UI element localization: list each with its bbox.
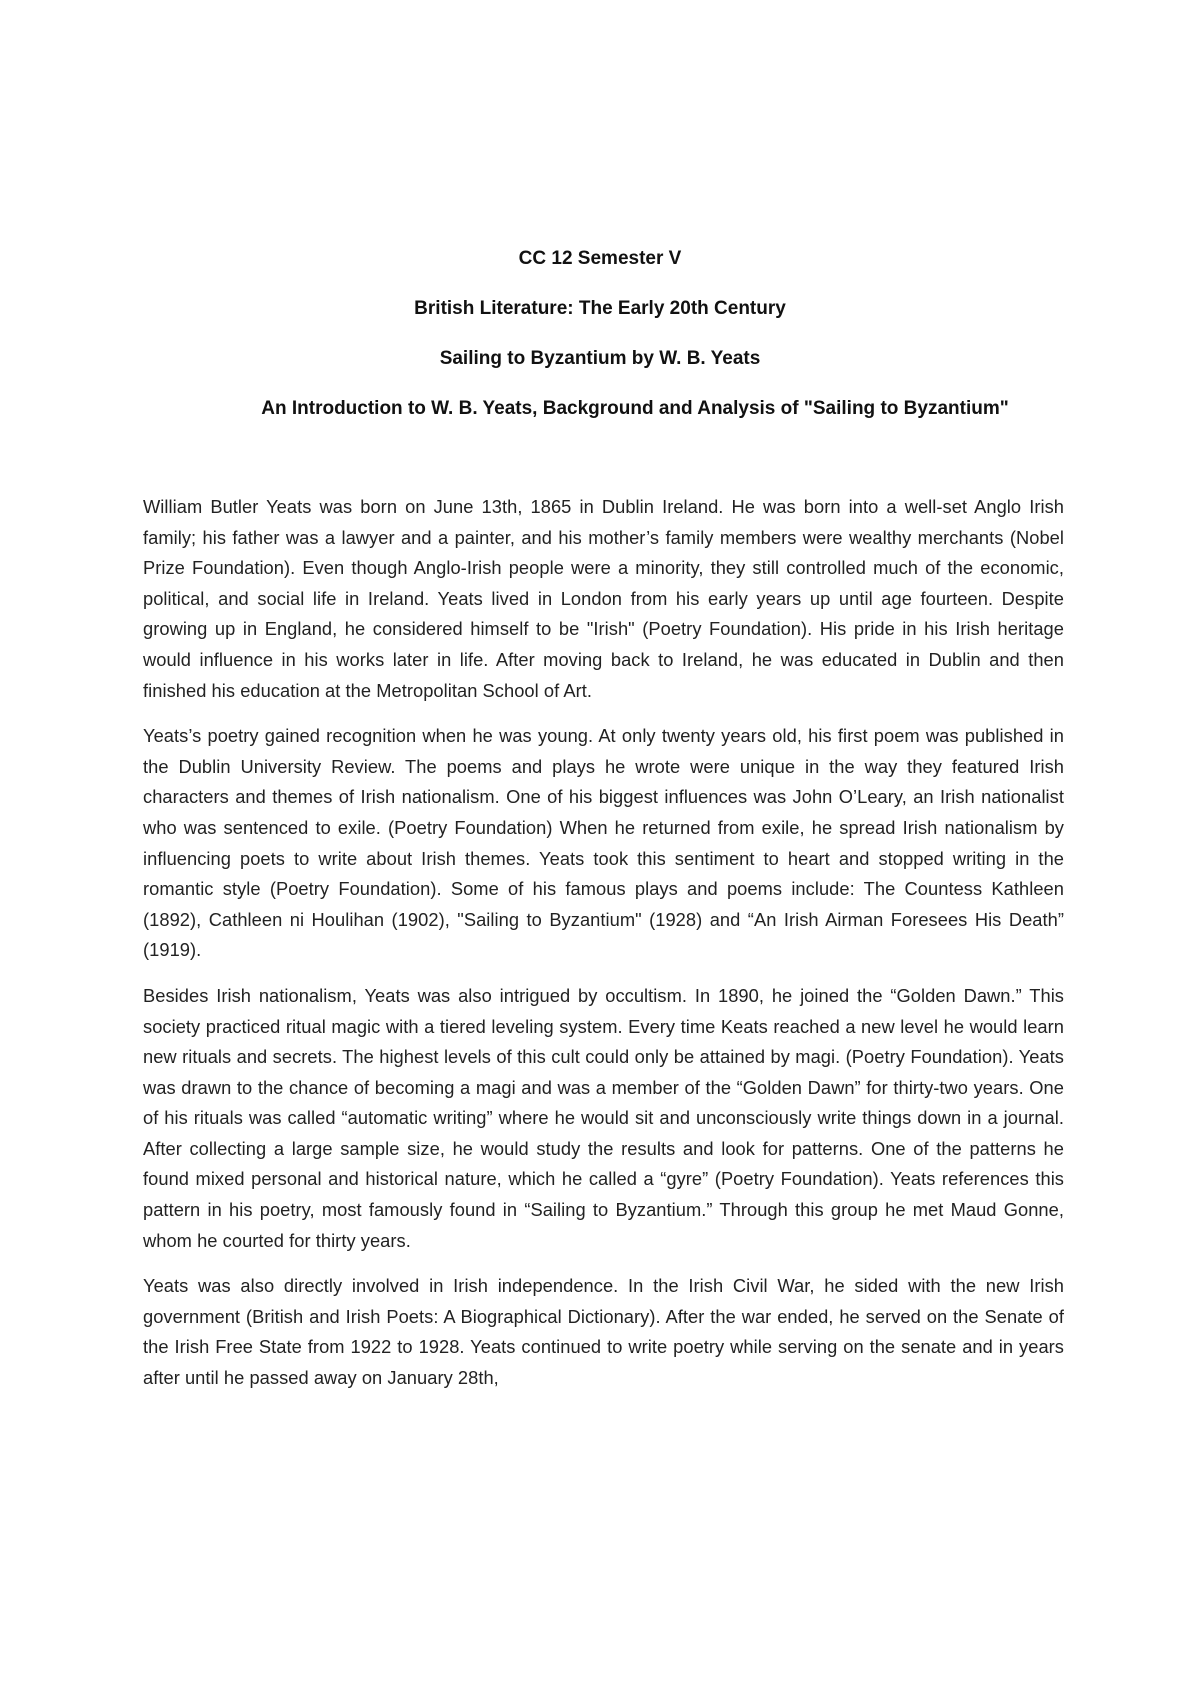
- subject-heading: British Literature: The Early 20th Century: [414, 298, 786, 319]
- paragraph-poetry-recognition: Yeats’s poetry gained recognition when he was young. At only twenty years old, his first poem was published in the Dublin University Review. The poems and plays he wrote were unique in the way they featured Irish characters and themes of Irish nationalism. One of his biggest influences was John O’Leary, an Irish nationalist who was sentenced to exile. (Poetry Foundation) When he returned from exile, he spread Irish nationalism by influencing poets to write about Irish themes. Yeats took this sentiment to heart and stopped writing in the romantic style (Poetry Foundation). Some of his famous plays and poems include: The Countess Kathleen (1892), Cathleen ni Houlihan (1902), "Sailing to Byzantium" (1928) and “An Irish Airman Foresees His Death” (1919).: [143, 725, 1064, 961]
- poem-heading: Sailing to Byzantium by W. B. Yeats: [439, 348, 761, 369]
- paragraph-occultism: Besides Irish nationalism, Yeats was also intrigued by occultism. In 1890, he joined the “Golden Dawn.” This society practiced ritual magic with a tiered leveling system. Every time Keats reached a new level he would learn new rituals and secrets. The highest levels of this cult could only be attained by magi. (Poetry Foundation). Yeats was drawn to the chance of becoming a magi and was a member of the “Golden Dawn” for thirty-two years. One of his rituals was called “automatic writing” where he would sit and unconsciously write things down in a journal. After collecting a large sample size, he would study the results and look for patterns. One of the patterns he found mixed personal and historical nature, which he called a “gyre” (Poetry Foundation). Yeats references this pattern in his poetry, most famously found in “Sailing to Byzantium.” Through this group he met Maud Gonne, whom he courted for thirty years.: [143, 984, 1064, 1251]
- course-heading: CC 12 Semester V: [518, 248, 682, 269]
- paragraph-irish-independence: Yeats was also directly involved in Irish independence. In the Irish Civil War, he sided with the new Irish government (British and Irish Poets: A Biographical Dictionary). After the war ended, he served on the Senate of the Irish Free State from 1922 to 1928. Yeats continued to write poetry while serving on the senate and in years after until he passed away on January 28th,: [143, 1275, 1064, 1389]
- heading-block: [0, 246, 1200, 446]
- paragraph-early-life: William Butler Yeats was born on June 13th, 1865 in Dublin Ireland. He was born into a well-set Anglo Irish family; his father was a lawyer and a painter, and his mother’s family members were wealthy merchants (Nobel Prize Foundation). Even though Anglo-Irish people were a minority, they still controlled much of the economic, political, and social life in Ireland. Yeats lived in London from his early years up until age fourteen. Despite growing up in England, he considered himself to be "Irish" (Poetry Foundation). His pride in his Irish heritage would influence in his works later in life. After moving back to Ireland, he was educated in Dublin and then finished his education at the Metropolitan School of Art.: [143, 496, 1064, 701]
- body-text: [143, 492, 1064, 1409]
- intro-heading: An Introduction to W. B. Yeats, Background and Analysis of "Sailing to Byzantium": [261, 398, 1009, 419]
